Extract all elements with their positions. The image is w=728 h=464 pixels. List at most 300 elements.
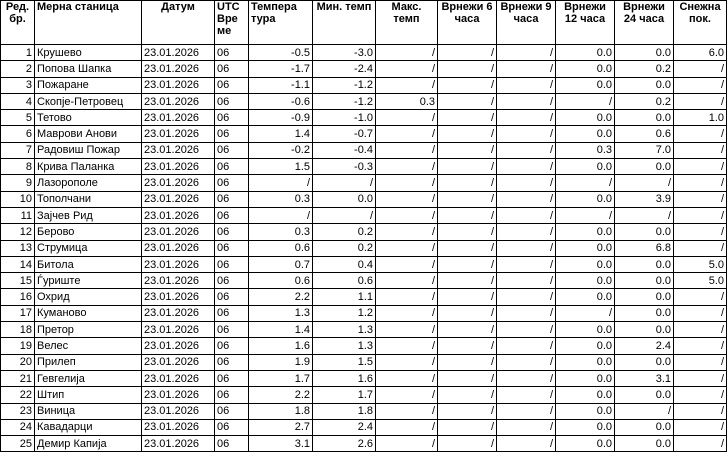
cell-station: Демир Капија xyxy=(35,436,142,452)
cell-min-temp: 0.0 xyxy=(313,191,376,207)
cell-max-temp: / xyxy=(376,289,438,305)
cell-precip-12h: 0.0 xyxy=(556,322,615,338)
cell-precip-24h: 0.0 xyxy=(615,256,674,272)
table-row xyxy=(1,387,727,403)
table-row xyxy=(1,142,727,158)
cell-row-number: 25 xyxy=(1,436,35,452)
cell-station: Штип xyxy=(35,387,142,403)
cell-row-number: 7 xyxy=(1,142,35,158)
cell-snow-cover: / xyxy=(674,191,727,207)
cell-precip-24h: 0.0 xyxy=(615,45,674,61)
header-temperature: Темпера тура xyxy=(249,1,313,45)
cell-precip-9h: / xyxy=(497,354,556,370)
cell-min-temp: 1.3 xyxy=(313,338,376,354)
cell-precip-12h: 0.0 xyxy=(556,419,615,435)
cell-min-temp: 2.6 xyxy=(313,436,376,452)
table-row xyxy=(1,45,727,61)
cell-precip-9h: / xyxy=(497,436,556,452)
cell-precip-24h: 0.0 xyxy=(615,436,674,452)
cell-max-temp: / xyxy=(376,338,438,354)
cell-precip-12h: 0.0 xyxy=(556,61,615,77)
cell-snow-cover: / xyxy=(674,77,727,93)
cell-station: Попова Шапка xyxy=(35,61,142,77)
cell-precip-6h: / xyxy=(438,419,497,435)
cell-station: Радовиш Пожар xyxy=(35,142,142,158)
cell-row-number: 23 xyxy=(1,403,35,419)
cell-row-number: 10 xyxy=(1,191,35,207)
cell-max-temp: / xyxy=(376,126,438,142)
cell-station: Виница xyxy=(35,403,142,419)
cell-snow-cover: 5.0 xyxy=(674,273,727,289)
cell-precip-6h: / xyxy=(438,289,497,305)
cell-min-temp: 1.1 xyxy=(313,289,376,305)
cell-row-number: 13 xyxy=(1,240,35,256)
cell-utc-time: 06 xyxy=(215,354,249,370)
cell-utc-time: 06 xyxy=(215,322,249,338)
cell-temperature: -0.5 xyxy=(249,45,313,61)
cell-temperature: 1.8 xyxy=(249,403,313,419)
cell-snow-cover: / xyxy=(674,305,727,321)
cell-row-number: 21 xyxy=(1,370,35,386)
table-row xyxy=(1,403,727,419)
cell-min-temp: 1.8 xyxy=(313,403,376,419)
cell-precip-9h: / xyxy=(497,403,556,419)
cell-station: Крива Паланка xyxy=(35,159,142,175)
cell-max-temp: / xyxy=(376,61,438,77)
cell-utc-time: 06 xyxy=(215,305,249,321)
cell-precip-9h: / xyxy=(497,387,556,403)
cell-station: Гевгелија xyxy=(35,370,142,386)
cell-precip-24h: 0.0 xyxy=(615,273,674,289)
cell-utc-time: 06 xyxy=(215,224,249,240)
cell-precip-6h: / xyxy=(438,110,497,126)
cell-precip-12h: 0.0 xyxy=(556,354,615,370)
cell-precip-6h: / xyxy=(438,273,497,289)
cell-max-temp: / xyxy=(376,224,438,240)
cell-snow-cover: / xyxy=(674,370,727,386)
cell-row-number: 20 xyxy=(1,354,35,370)
cell-precip-12h: / xyxy=(556,305,615,321)
cell-date: 23.01.2026 xyxy=(142,370,215,386)
cell-min-temp: -0.7 xyxy=(313,126,376,142)
cell-date: 23.01.2026 xyxy=(142,159,215,175)
cell-station: Кавадарци xyxy=(35,419,142,435)
cell-precip-6h: / xyxy=(438,256,497,272)
cell-station: Прилеп xyxy=(35,354,142,370)
cell-precip-12h: / xyxy=(556,207,615,223)
cell-station: Лазорополе xyxy=(35,175,142,191)
cell-temperature: 0.6 xyxy=(249,240,313,256)
cell-precip-9h: / xyxy=(497,338,556,354)
cell-snow-cover: / xyxy=(674,126,727,142)
cell-date: 23.01.2026 xyxy=(142,126,215,142)
cell-precip-6h: / xyxy=(438,305,497,321)
cell-utc-time: 06 xyxy=(215,93,249,109)
cell-snow-cover: / xyxy=(674,175,727,191)
table-row xyxy=(1,436,727,452)
cell-max-temp: / xyxy=(376,191,438,207)
cell-date: 23.01.2026 xyxy=(142,45,215,61)
cell-min-temp: 1.5 xyxy=(313,354,376,370)
header-precip-24h: Врнежи 24 часа xyxy=(615,1,674,45)
header-min-temp: Мин. темп xyxy=(313,1,376,45)
cell-date: 23.01.2026 xyxy=(142,142,215,158)
cell-snow-cover: 1.0 xyxy=(674,110,727,126)
cell-max-temp: / xyxy=(376,354,438,370)
cell-station: Скопје-Петровец xyxy=(35,93,142,109)
cell-station: Крушево xyxy=(35,45,142,61)
cell-precip-6h: / xyxy=(438,126,497,142)
cell-date: 23.01.2026 xyxy=(142,419,215,435)
cell-snow-cover: 6.0 xyxy=(674,45,727,61)
cell-utc-time: 06 xyxy=(215,387,249,403)
cell-snow-cover: / xyxy=(674,240,727,256)
cell-precip-12h: 0.3 xyxy=(556,142,615,158)
cell-max-temp: / xyxy=(376,370,438,386)
cell-precip-12h: 0.0 xyxy=(556,77,615,93)
cell-temperature: 1.3 xyxy=(249,305,313,321)
cell-min-temp: -0.3 xyxy=(313,159,376,175)
table-row xyxy=(1,240,727,256)
cell-snow-cover: / xyxy=(674,354,727,370)
cell-precip-12h: 0.0 xyxy=(556,45,615,61)
cell-max-temp: 0.3 xyxy=(376,93,438,109)
cell-utc-time: 06 xyxy=(215,240,249,256)
cell-precip-9h: / xyxy=(497,207,556,223)
cell-precip-9h: / xyxy=(497,419,556,435)
header-precip-12h: Врнежи 12 часа xyxy=(556,1,615,45)
cell-precip-9h: / xyxy=(497,110,556,126)
cell-date: 23.01.2026 xyxy=(142,207,215,223)
cell-max-temp: / xyxy=(376,273,438,289)
cell-date: 23.01.2026 xyxy=(142,93,215,109)
cell-precip-24h: / xyxy=(615,207,674,223)
cell-precip-6h: / xyxy=(438,175,497,191)
cell-max-temp: / xyxy=(376,110,438,126)
cell-precip-24h: 3.1 xyxy=(615,370,674,386)
cell-row-number: 11 xyxy=(1,207,35,223)
cell-precip-24h: 6.8 xyxy=(615,240,674,256)
cell-precip-6h: / xyxy=(438,354,497,370)
cell-precip-6h: / xyxy=(438,159,497,175)
cell-date: 23.01.2026 xyxy=(142,175,215,191)
header-precip-9h: Врнежи 9 часа xyxy=(497,1,556,45)
cell-station: Охрид xyxy=(35,289,142,305)
cell-temperature: 1.7 xyxy=(249,370,313,386)
cell-max-temp: / xyxy=(376,175,438,191)
cell-snow-cover: / xyxy=(674,403,727,419)
cell-date: 23.01.2026 xyxy=(142,354,215,370)
table-row xyxy=(1,175,727,191)
cell-precip-9h: / xyxy=(497,142,556,158)
cell-precip-24h: 0.0 xyxy=(615,322,674,338)
cell-precip-9h: / xyxy=(497,175,556,191)
cell-min-temp: -2.4 xyxy=(313,61,376,77)
cell-min-temp: / xyxy=(313,207,376,223)
cell-precip-24h: 0.0 xyxy=(615,110,674,126)
cell-min-temp: -1.2 xyxy=(313,93,376,109)
cell-precip-9h: / xyxy=(497,305,556,321)
cell-utc-time: 06 xyxy=(215,191,249,207)
cell-utc-time: 06 xyxy=(215,142,249,158)
cell-max-temp: / xyxy=(376,159,438,175)
cell-station: Берово xyxy=(35,224,142,240)
cell-row-number: 1 xyxy=(1,45,35,61)
cell-snow-cover: / xyxy=(674,207,727,223)
cell-snow-cover: / xyxy=(674,436,727,452)
cell-utc-time: 06 xyxy=(215,61,249,77)
cell-min-temp: 1.3 xyxy=(313,322,376,338)
cell-station: Маврови Анови xyxy=(35,126,142,142)
cell-row-number: 2 xyxy=(1,61,35,77)
cell-utc-time: 06 xyxy=(215,45,249,61)
cell-temperature: -1.1 xyxy=(249,77,313,93)
cell-precip-24h: 0.2 xyxy=(615,93,674,109)
cell-precip-6h: / xyxy=(438,436,497,452)
cell-station: Велес xyxy=(35,338,142,354)
cell-precip-12h: / xyxy=(556,93,615,109)
cell-snow-cover: / xyxy=(674,289,727,305)
cell-utc-time: 06 xyxy=(215,403,249,419)
table-row xyxy=(1,338,727,354)
cell-precip-24h: / xyxy=(615,175,674,191)
cell-temperature: 2.7 xyxy=(249,419,313,435)
table-row xyxy=(1,77,727,93)
cell-station: Куманово xyxy=(35,305,142,321)
cell-temperature: -0.6 xyxy=(249,93,313,109)
cell-temperature: 1.5 xyxy=(249,159,313,175)
cell-row-number: 12 xyxy=(1,224,35,240)
cell-precip-9h: / xyxy=(497,191,556,207)
cell-temperature: / xyxy=(249,175,313,191)
cell-max-temp: / xyxy=(376,207,438,223)
cell-temperature: 3.1 xyxy=(249,436,313,452)
cell-max-temp: / xyxy=(376,403,438,419)
cell-snow-cover: 5.0 xyxy=(674,256,727,272)
cell-temperature: 1.6 xyxy=(249,338,313,354)
cell-row-number: 14 xyxy=(1,256,35,272)
cell-date: 23.01.2026 xyxy=(142,436,215,452)
cell-precip-24h: 2.4 xyxy=(615,338,674,354)
header-date: Датум xyxy=(142,1,215,45)
cell-date: 23.01.2026 xyxy=(142,256,215,272)
cell-precip-12h: 0.0 xyxy=(556,126,615,142)
cell-temperature: 2.2 xyxy=(249,387,313,403)
cell-precip-6h: / xyxy=(438,338,497,354)
cell-station: Ѓуриште xyxy=(35,273,142,289)
cell-utc-time: 06 xyxy=(215,419,249,435)
cell-precip-12h: 0.0 xyxy=(556,159,615,175)
table-row xyxy=(1,224,727,240)
cell-precip-9h: / xyxy=(497,126,556,142)
table-row xyxy=(1,126,727,142)
cell-temperature: 1.9 xyxy=(249,354,313,370)
cell-precip-24h: 0.0 xyxy=(615,289,674,305)
table-row xyxy=(1,305,727,321)
cell-max-temp: / xyxy=(376,436,438,452)
cell-min-temp: 1.2 xyxy=(313,305,376,321)
cell-min-temp: -1.2 xyxy=(313,77,376,93)
cell-precip-9h: / xyxy=(497,273,556,289)
cell-temperature: 0.3 xyxy=(249,191,313,207)
cell-date: 23.01.2026 xyxy=(142,191,215,207)
table-row xyxy=(1,370,727,386)
cell-snow-cover: / xyxy=(674,159,727,175)
cell-snow-cover: / xyxy=(674,142,727,158)
cell-precip-6h: / xyxy=(438,142,497,158)
cell-utc-time: 06 xyxy=(215,175,249,191)
table-row xyxy=(1,93,727,109)
cell-station: Пожаране xyxy=(35,77,142,93)
cell-station: Зајчев Рид xyxy=(35,207,142,223)
cell-min-temp: / xyxy=(313,175,376,191)
cell-temperature: -1.7 xyxy=(249,61,313,77)
cell-station: Битола xyxy=(35,256,142,272)
cell-max-temp: / xyxy=(376,142,438,158)
cell-precip-24h: 3.9 xyxy=(615,191,674,207)
cell-min-temp: -3.0 xyxy=(313,45,376,61)
table-row xyxy=(1,273,727,289)
cell-precip-12h: 0.0 xyxy=(556,338,615,354)
cell-min-temp: 1.6 xyxy=(313,370,376,386)
cell-precip-6h: / xyxy=(438,370,497,386)
cell-temperature: / xyxy=(249,207,313,223)
cell-max-temp: / xyxy=(376,322,438,338)
cell-precip-6h: / xyxy=(438,93,497,109)
cell-station: Тополчани xyxy=(35,191,142,207)
cell-precip-24h: 0.0 xyxy=(615,224,674,240)
cell-max-temp: / xyxy=(376,240,438,256)
cell-temperature: 2.2 xyxy=(249,289,313,305)
cell-min-temp: 2.4 xyxy=(313,419,376,435)
cell-temperature: 1.4 xyxy=(249,126,313,142)
cell-row-number: 17 xyxy=(1,305,35,321)
cell-utc-time: 06 xyxy=(215,273,249,289)
cell-precip-6h: / xyxy=(438,77,497,93)
header-snow-cover: Снежна пок. xyxy=(674,1,727,45)
cell-row-number: 8 xyxy=(1,159,35,175)
cell-snow-cover: / xyxy=(674,224,727,240)
cell-utc-time: 06 xyxy=(215,338,249,354)
cell-utc-time: 06 xyxy=(215,256,249,272)
cell-temperature: 0.7 xyxy=(249,256,313,272)
cell-min-temp: -0.4 xyxy=(313,142,376,158)
cell-temperature: -0.2 xyxy=(249,142,313,158)
cell-date: 23.01.2026 xyxy=(142,338,215,354)
table-row xyxy=(1,322,727,338)
cell-precip-12h: 0.0 xyxy=(556,273,615,289)
cell-precip-24h: / xyxy=(615,403,674,419)
cell-snow-cover: / xyxy=(674,338,727,354)
cell-precip-24h: 0.0 xyxy=(615,419,674,435)
cell-precip-12h: 0.0 xyxy=(556,240,615,256)
cell-utc-time: 06 xyxy=(215,207,249,223)
cell-precip-24h: 0.0 xyxy=(615,77,674,93)
cell-precip-12h: 0.0 xyxy=(556,256,615,272)
cell-date: 23.01.2026 xyxy=(142,403,215,419)
header-row xyxy=(1,1,727,45)
cell-precip-12h: 0.0 xyxy=(556,387,615,403)
cell-precip-24h: 0.0 xyxy=(615,354,674,370)
cell-date: 23.01.2026 xyxy=(142,305,215,321)
cell-date: 23.01.2026 xyxy=(142,387,215,403)
cell-date: 23.01.2026 xyxy=(142,224,215,240)
cell-precip-9h: / xyxy=(497,159,556,175)
cell-utc-time: 06 xyxy=(215,126,249,142)
cell-precip-6h: / xyxy=(438,387,497,403)
cell-precip-6h: / xyxy=(438,322,497,338)
cell-min-temp: 0.2 xyxy=(313,240,376,256)
cell-min-temp: 1.7 xyxy=(313,387,376,403)
cell-utc-time: 06 xyxy=(215,289,249,305)
cell-temperature: 1.4 xyxy=(249,322,313,338)
cell-row-number: 16 xyxy=(1,289,35,305)
cell-precip-24h: 0.0 xyxy=(615,387,674,403)
table-row xyxy=(1,191,727,207)
cell-date: 23.01.2026 xyxy=(142,77,215,93)
cell-row-number: 18 xyxy=(1,322,35,338)
cell-precip-9h: / xyxy=(497,370,556,386)
cell-precip-9h: / xyxy=(497,61,556,77)
cell-max-temp: / xyxy=(376,45,438,61)
cell-precip-9h: / xyxy=(497,93,556,109)
cell-row-number: 9 xyxy=(1,175,35,191)
cell-precip-12h: 0.0 xyxy=(556,436,615,452)
cell-precip-12h: 0.0 xyxy=(556,110,615,126)
cell-precip-6h: / xyxy=(438,45,497,61)
cell-precip-12h: 0.0 xyxy=(556,403,615,419)
cell-date: 23.01.2026 xyxy=(142,240,215,256)
cell-precip-9h: / xyxy=(497,256,556,272)
table-row xyxy=(1,419,727,435)
cell-precip-6h: / xyxy=(438,240,497,256)
cell-max-temp: / xyxy=(376,419,438,435)
table-row xyxy=(1,289,727,305)
cell-max-temp: / xyxy=(376,256,438,272)
table-row xyxy=(1,159,727,175)
cell-precip-12h: / xyxy=(556,175,615,191)
cell-snow-cover: / xyxy=(674,419,727,435)
cell-row-number: 5 xyxy=(1,110,35,126)
cell-row-number: 6 xyxy=(1,126,35,142)
cell-station: Тетово xyxy=(35,110,142,126)
cell-row-number: 15 xyxy=(1,273,35,289)
header-utc-time: UTC Вре ме xyxy=(215,1,249,45)
cell-date: 23.01.2026 xyxy=(142,322,215,338)
table-row xyxy=(1,354,727,370)
cell-min-temp: 0.4 xyxy=(313,256,376,272)
header-row-number: Ред. бр. xyxy=(1,1,35,45)
table-row xyxy=(1,256,727,272)
table-row xyxy=(1,207,727,223)
cell-snow-cover: / xyxy=(674,61,727,77)
cell-min-temp: 0.2 xyxy=(313,224,376,240)
cell-precip-12h: 0.0 xyxy=(556,370,615,386)
cell-row-number: 4 xyxy=(1,93,35,109)
cell-max-temp: / xyxy=(376,77,438,93)
cell-precip-12h: 0.0 xyxy=(556,224,615,240)
cell-row-number: 19 xyxy=(1,338,35,354)
cell-utc-time: 06 xyxy=(215,159,249,175)
header-precip-6h: Врнежи 6 часа xyxy=(438,1,497,45)
cell-date: 23.01.2026 xyxy=(142,289,215,305)
cell-precip-24h: 0.6 xyxy=(615,126,674,142)
cell-max-temp: / xyxy=(376,305,438,321)
cell-temperature: 0.3 xyxy=(249,224,313,240)
cell-precip-6h: / xyxy=(438,224,497,240)
cell-precip-9h: / xyxy=(497,77,556,93)
cell-precip-6h: / xyxy=(438,61,497,77)
